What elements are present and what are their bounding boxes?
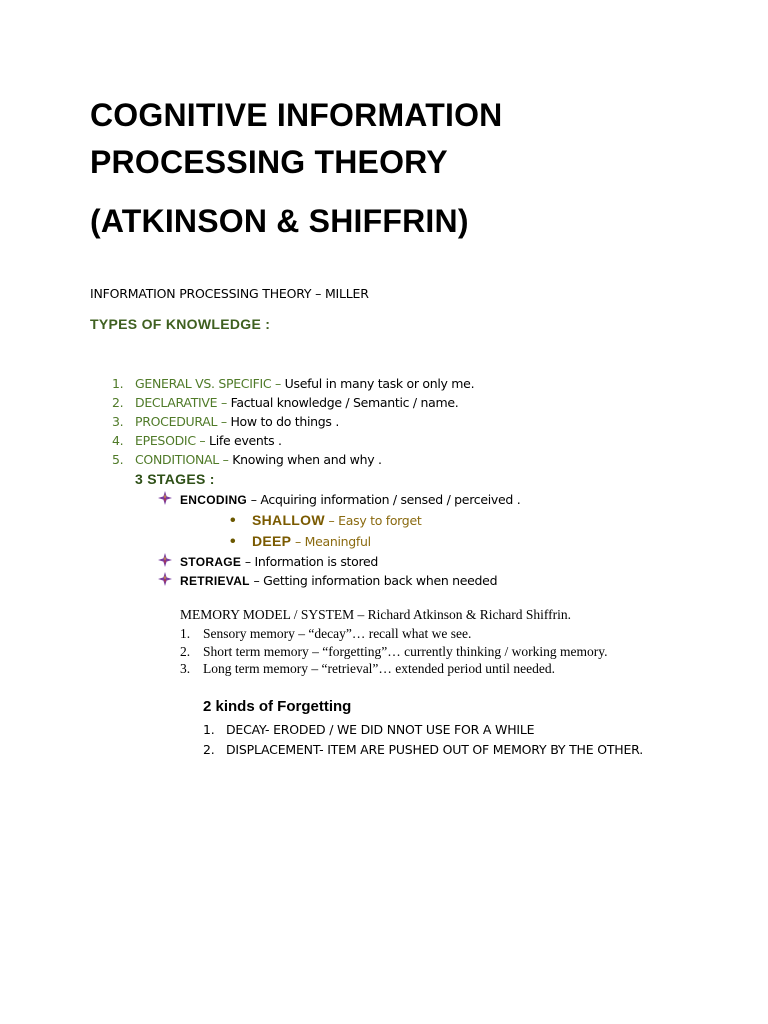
stage-name: RETRIEVAL [180,574,250,588]
memory-item-text: Sensory memory – “decay”… recall what we see. [203,626,472,641]
memory-item-text: Long term memory – “retrieval”… extended period until needed. [203,661,555,676]
list-item [112,374,474,393]
depth-desc: – Easy to forget [324,513,422,528]
knowledge-type-desc: Factual knowledge / Semantic / name. [226,395,459,410]
stage-encoding [158,490,520,509]
round-bullet-icon: • [230,533,236,550]
list-item [203,720,643,740]
list-number: 1. [112,376,124,391]
types-of-knowledge-list [112,374,474,469]
depth-deep [230,530,371,552]
stage-desc: – Getting information back when needed [249,573,498,588]
memory-model-list [180,625,608,678]
depth-desc: – Meaningful [291,534,371,549]
list-item [112,450,474,469]
stage-retrieval [158,571,497,590]
types-of-knowledge-heading: TYPES OF KNOWLEDGE : [90,316,271,332]
stages-heading: 3 STAGES : [135,471,215,487]
title-line-1: COGNITIVE INFORMATION [90,97,503,133]
stage-desc: – Acquiring information / sensed / perceived . [247,492,521,507]
list-number: 1. [180,626,191,641]
stage-name: STORAGE [180,555,242,569]
list-item [180,625,608,643]
four-point-star-icon [158,553,180,572]
round-bullet-icon: • [230,512,236,529]
forgetting-item-text: DECAY- ERODED / WE DID NNOT USE FOR A WHILE [226,722,535,737]
depth-shallow [230,509,421,531]
forgetting-heading: 2 kinds of Forgetting [203,698,352,715]
title-line-3: (ATKINSON & SHIFFRIN) [90,203,469,239]
memory-item-text: Short term memory – “forgetting”… currently thinking / working memory. [203,643,608,659]
list-item [112,431,474,450]
list-number: 3. [180,661,191,676]
knowledge-type-desc: Life events . [205,433,282,448]
depth-name: DEEP [252,533,292,549]
subheading: INFORMATION PROCESSING THEORY – MILLER [90,286,369,301]
list-item [180,660,608,678]
list-item [112,412,474,431]
depth-name: SHALLOW [252,512,325,528]
memory-model-title: MEMORY MODEL / SYSTEM – Richard Atkinson & Richard Shiffrin. [180,607,571,622]
knowledge-type-name: CONDITIONAL – [135,452,229,467]
list-number: 5. [112,452,124,467]
list-item [112,393,474,412]
knowledge-type-name: DECLARATIVE – [135,395,227,410]
title-line-2: PROCESSING THEORY [90,144,448,180]
four-point-star-icon [158,491,180,510]
stage-storage [158,552,378,571]
knowledge-type-name: EPESODIC – [135,433,206,448]
four-point-star-icon [158,572,180,591]
list-number: 2. [112,395,124,410]
list-item [180,643,608,661]
stage-desc: – Information is stored [241,554,379,569]
knowledge-type-name: PROCEDURAL – [135,414,227,429]
list-number: 2. [180,643,191,659]
knowledge-type-desc: Knowing when and why . [228,452,382,467]
list-number: 4. [112,433,124,448]
forgetting-item-text: DISPLACEMENT- ITEM ARE PUSHED OUT OF MEMORY BY THE OTHER. [226,741,643,757]
forgetting-list [203,720,643,759]
list-item [203,740,643,760]
list-number: 1. [203,722,215,737]
knowledge-type-desc: How to do things . [226,414,339,429]
knowledge-type-name: GENERAL VS. SPECIFIC – [135,376,281,391]
list-number: 2. [203,741,215,757]
list-number: 3. [112,414,124,429]
stage-name: ENCODING [180,493,248,507]
knowledge-type-desc: Useful in many task or only me. [280,376,475,391]
